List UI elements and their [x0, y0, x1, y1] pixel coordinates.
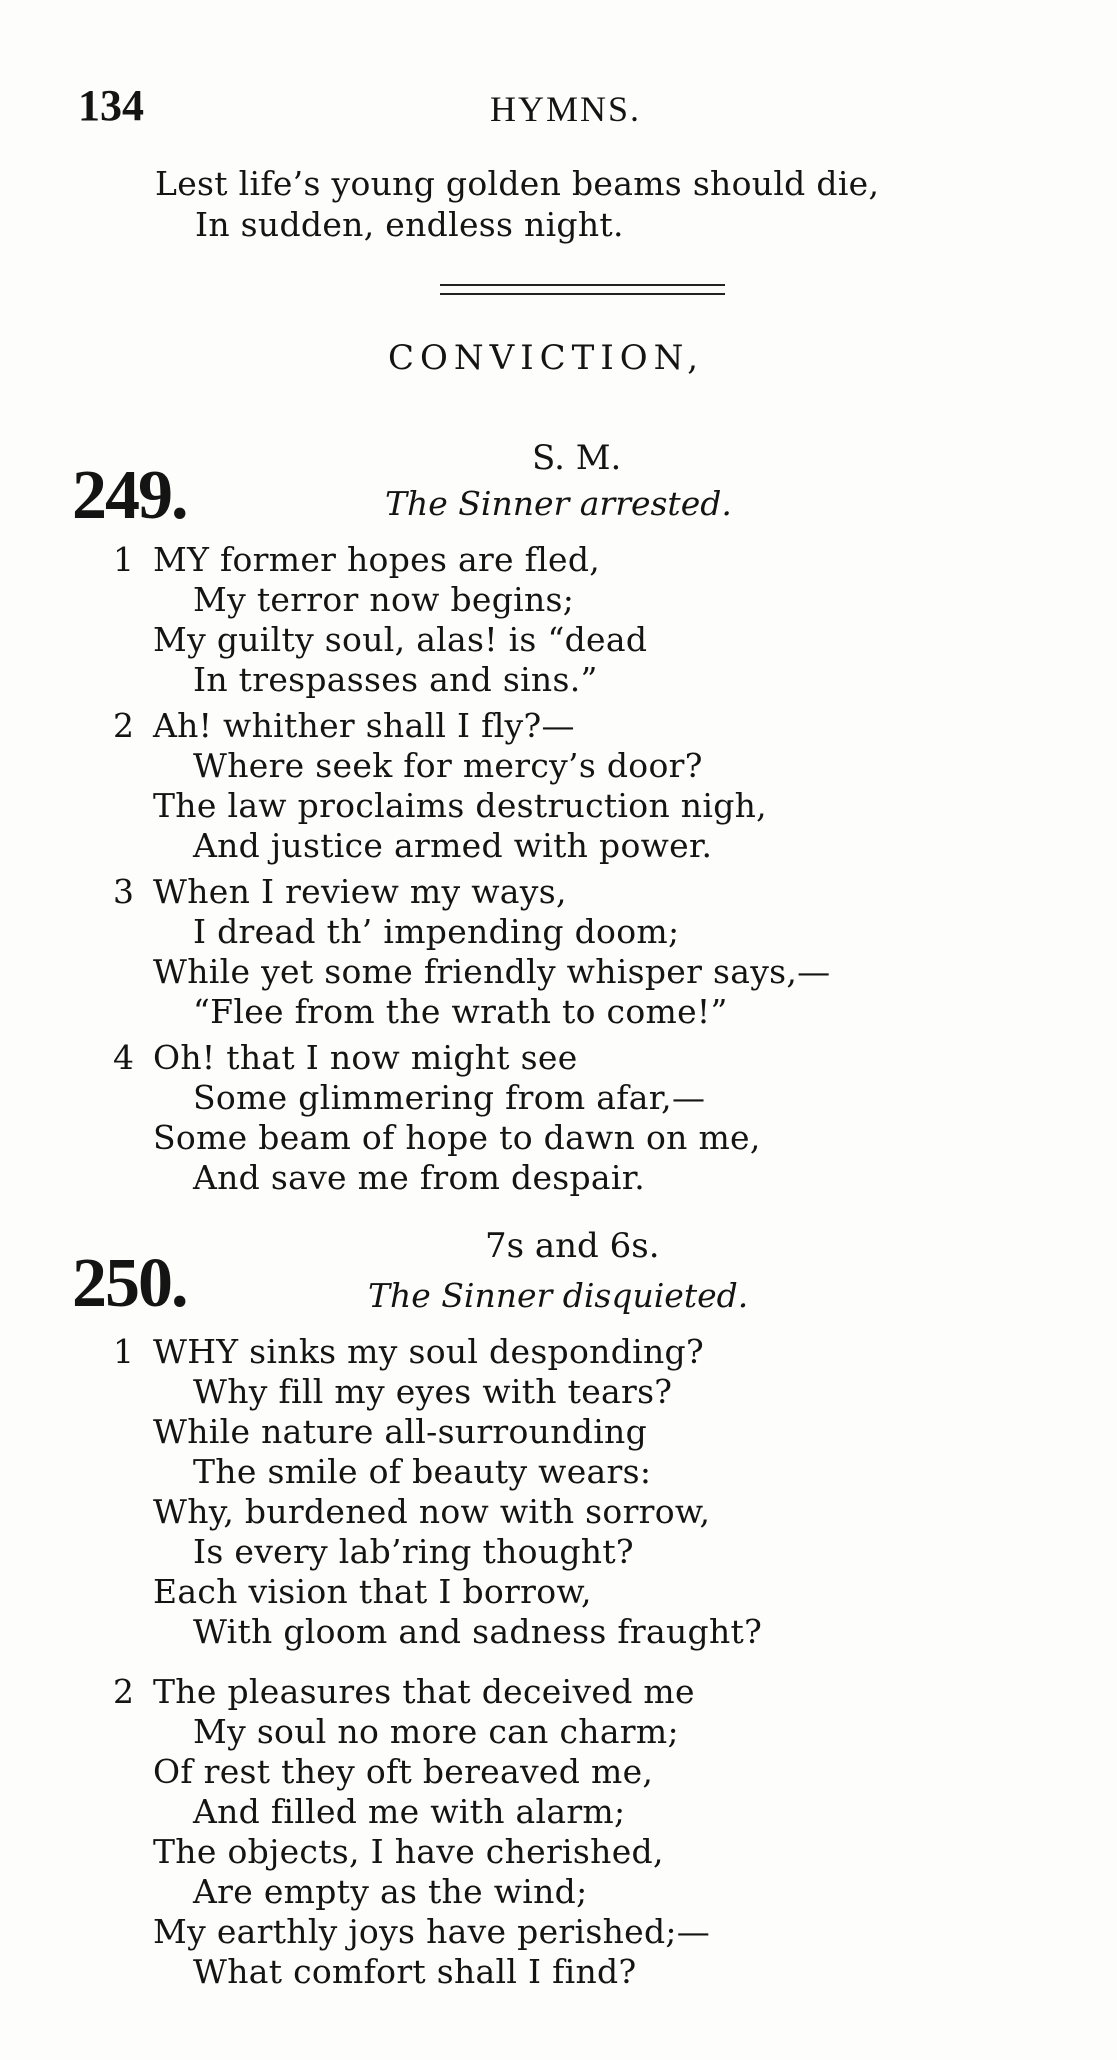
verse-line: Ah! whither shall I fly?—: [153, 706, 575, 745]
verse-line: My earthly joys have perished;—: [153, 1912, 711, 1951]
hymn-249-meter: S. M.: [532, 438, 622, 478]
hymn-250-meter: 7s and 6s.: [485, 1226, 660, 1266]
verse-line: In trespasses and sins.”: [193, 660, 598, 699]
divider-rule-bottom: [440, 293, 725, 295]
carryover-line-1: Lest life’s young golden beams should die,: [155, 164, 880, 203]
verse-line: Each vision that I borrow,: [153, 1572, 592, 1611]
running-title: HYMNS.: [490, 89, 642, 129]
divider-rule-top: [440, 284, 725, 286]
verse-line: My guilty soul, alas! is “dead: [153, 620, 648, 659]
hymn-249-number: 249.: [72, 457, 187, 534]
verse-line: And justice armed with power.: [193, 826, 713, 865]
hymn-250-number: 250.: [72, 1245, 187, 1322]
verse-line: “Flee from the wrath to come!”: [193, 992, 728, 1031]
stanza-number: 1: [113, 540, 135, 579]
verse-line: While yet some friendly whisper says,—: [153, 952, 831, 991]
verse-line: Is every lab’ring thought?: [193, 1532, 634, 1571]
stanza-number: 4: [113, 1038, 135, 1077]
verse-line: The pleasures that deceived me: [153, 1672, 695, 1711]
stanza-number: 3: [113, 872, 135, 911]
hymn-250-subtitle: The Sinner disquieted.: [368, 1276, 749, 1315]
verse-line: Oh! that I now might see: [153, 1038, 578, 1077]
verse-line: The objects, I have cherished,: [153, 1832, 664, 1871]
verse-line: Why fill my eyes with tears?: [193, 1372, 673, 1411]
verse-line: And filled me with alarm;: [193, 1792, 626, 1831]
stanza-number: 2: [113, 706, 135, 745]
verse-line: My soul no more can charm;: [193, 1712, 679, 1751]
page-number: 134: [78, 81, 144, 130]
verse-line: The law proclaims destruction nigh,: [153, 786, 767, 825]
section-title: CONVICTION,: [388, 338, 705, 378]
verse-line: And save me from despair.: [193, 1158, 646, 1197]
verse-line: Are empty as the wind;: [193, 1872, 588, 1911]
verse-line: I dread th’ impending doom;: [193, 912, 680, 951]
verse-line: Some beam of hope to dawn on me,: [153, 1118, 761, 1157]
stanza-number: 1: [113, 1332, 135, 1371]
verse-line: The smile of beauty wears:: [193, 1452, 652, 1491]
verse-line: Some glimmering from afar,—: [193, 1078, 706, 1117]
verse-line: WHY sinks my soul desponding?: [153, 1332, 704, 1371]
stanza-number: 2: [113, 1672, 135, 1711]
verse-line: When I review my ways,: [153, 872, 567, 911]
verse-line: What comfort shall I find?: [193, 1952, 637, 1991]
verse-line: Why, burdened now with sorrow,: [153, 1492, 711, 1531]
hymn-249-subtitle: The Sinner arrested.: [385, 484, 732, 523]
verse-line: With gloom and sadness fraught?: [193, 1612, 763, 1651]
verse-line: Of rest they oft bereaved me,: [153, 1752, 654, 1791]
verse-line: Where seek for mercy’s door?: [193, 746, 703, 785]
carryover-line-2: In sudden, endless night.: [195, 205, 624, 244]
verse-line: MY former hopes are fled,: [153, 540, 601, 579]
verse-line: While nature all-surrounding: [153, 1412, 648, 1451]
verse-line: My terror now begins;: [193, 580, 575, 619]
